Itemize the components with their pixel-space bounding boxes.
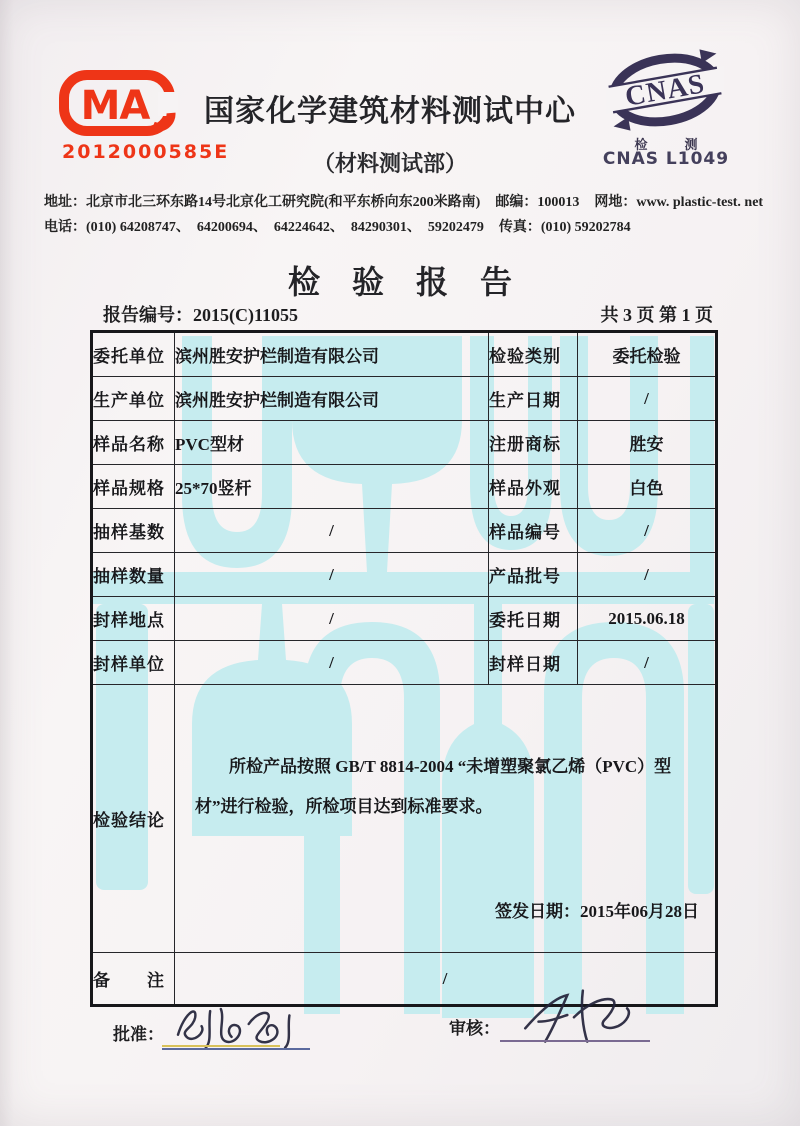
contact-line-address	[44, 190, 784, 215]
contact-line-phone	[44, 215, 784, 240]
issue-date-value: 2015年06月28日	[580, 902, 699, 921]
field-value: /	[578, 553, 717, 597]
conclusion-text: 所检产品按照 GB/T 8814-2004 “未增塑聚氯乙烯（PVC）型材”进行检验，所检项目达到标准要求。	[195, 757, 672, 816]
field-label: 样品规格	[92, 465, 175, 509]
phone-label: 电话：	[44, 220, 86, 235]
field-label: 样品编号	[489, 509, 578, 553]
field-label: 生产单位	[92, 377, 175, 421]
field-value: 25*70竖杆	[175, 465, 489, 509]
field-label: 抽样基数	[92, 509, 175, 553]
report-info-table	[90, 330, 718, 1007]
issue-date-label: 签发日期：	[495, 902, 580, 921]
fax-value: (010) 59202784	[540, 220, 631, 235]
cnas-logo-icon	[606, 48, 724, 136]
field-value: PVC型材	[175, 421, 489, 465]
field-value: 滨州胜安护栏制造有限公司	[175, 332, 489, 377]
field-label: 封样单位	[92, 641, 175, 685]
field-label: 产品批号	[489, 553, 578, 597]
cnas-accreditation-code: CNAS L1049	[602, 149, 730, 169]
center-title: 国家化学建筑材料测试中心	[204, 95, 576, 128]
review-signature	[497, 984, 662, 1046]
field-label: 委托单位	[92, 332, 175, 377]
table-row	[92, 641, 717, 685]
cnas-mark-text: CNAS	[622, 68, 708, 113]
report-number	[103, 301, 298, 327]
address-label: 地址：	[44, 195, 86, 210]
approve-label: 批准：	[113, 1025, 164, 1044]
conclusion-row	[92, 685, 717, 953]
field-value: /	[175, 597, 489, 641]
review-label: 审核：	[449, 1019, 500, 1038]
conclusion-cell	[175, 685, 717, 953]
field-value: 滨州胜安护栏制造有限公司	[175, 377, 489, 421]
report-number-label: 报告编号：	[103, 305, 193, 325]
zip-value: 100013	[537, 195, 580, 210]
fax-label: 传真：	[498, 220, 541, 235]
approve-underline	[162, 1048, 310, 1050]
table-row	[92, 597, 717, 641]
report-number-value: 2015(C)11055	[193, 305, 298, 325]
field-value: /	[578, 641, 717, 685]
field-value: 委托检验	[578, 332, 717, 377]
cma-logo-icon	[58, 70, 178, 136]
note-value: /	[175, 953, 717, 1006]
field-value: /	[578, 509, 717, 553]
website-value: www. plastic-test. net	[636, 195, 764, 210]
field-label: 封样地点	[92, 597, 175, 641]
department-subtitle: （材料测试部）	[312, 151, 467, 176]
conclusion-label: 检验结论	[92, 685, 175, 953]
field-label: 样品名称	[92, 421, 175, 465]
contact-block	[44, 190, 784, 240]
field-value: /	[175, 641, 489, 685]
review-underline	[500, 1040, 650, 1042]
field-value: 胜安	[578, 421, 717, 465]
field-label: 委托日期	[489, 597, 578, 641]
field-label: 抽样数量	[92, 553, 175, 597]
field-value: /	[578, 377, 717, 421]
address-value: 北京市北三环东路14号北京化工研究院(和平东桥向东200米路南)	[86, 195, 481, 210]
field-label: 样品外观	[489, 465, 578, 509]
cma-cert-number: 2012000585E	[62, 141, 230, 163]
cma-mark-text: MA	[80, 83, 150, 129]
note-label: 备 注	[92, 953, 175, 1006]
table-row	[92, 465, 717, 509]
field-label: 封样日期	[489, 641, 578, 685]
table-row	[92, 377, 717, 421]
zip-label: 邮编：	[495, 195, 538, 210]
field-value: /	[175, 509, 489, 553]
field-label: 生产日期	[489, 377, 578, 421]
field-value: 2015.06.18	[578, 597, 717, 641]
approve-underline-highlight	[162, 1045, 280, 1047]
report-title: 检 验 报 告	[287, 264, 512, 300]
page-indicator: 共 3 页 第 1 页	[600, 305, 713, 325]
cnas-type-label: 检 测	[634, 137, 710, 152]
phone-numbers: (010) 64208747、 64200694、 64224642、 84290301、 59202479	[86, 220, 484, 235]
field-label: 检验类别	[489, 332, 578, 377]
report-meta-row	[103, 301, 713, 327]
table-row	[92, 509, 717, 553]
field-label: 注册商标	[489, 421, 578, 465]
website-label: 网地：	[594, 195, 637, 210]
field-value: /	[175, 553, 489, 597]
table-row	[92, 553, 717, 597]
table-row	[92, 421, 717, 465]
issue-date	[495, 897, 699, 922]
table-row	[92, 332, 717, 377]
field-value: 白色	[578, 465, 717, 509]
